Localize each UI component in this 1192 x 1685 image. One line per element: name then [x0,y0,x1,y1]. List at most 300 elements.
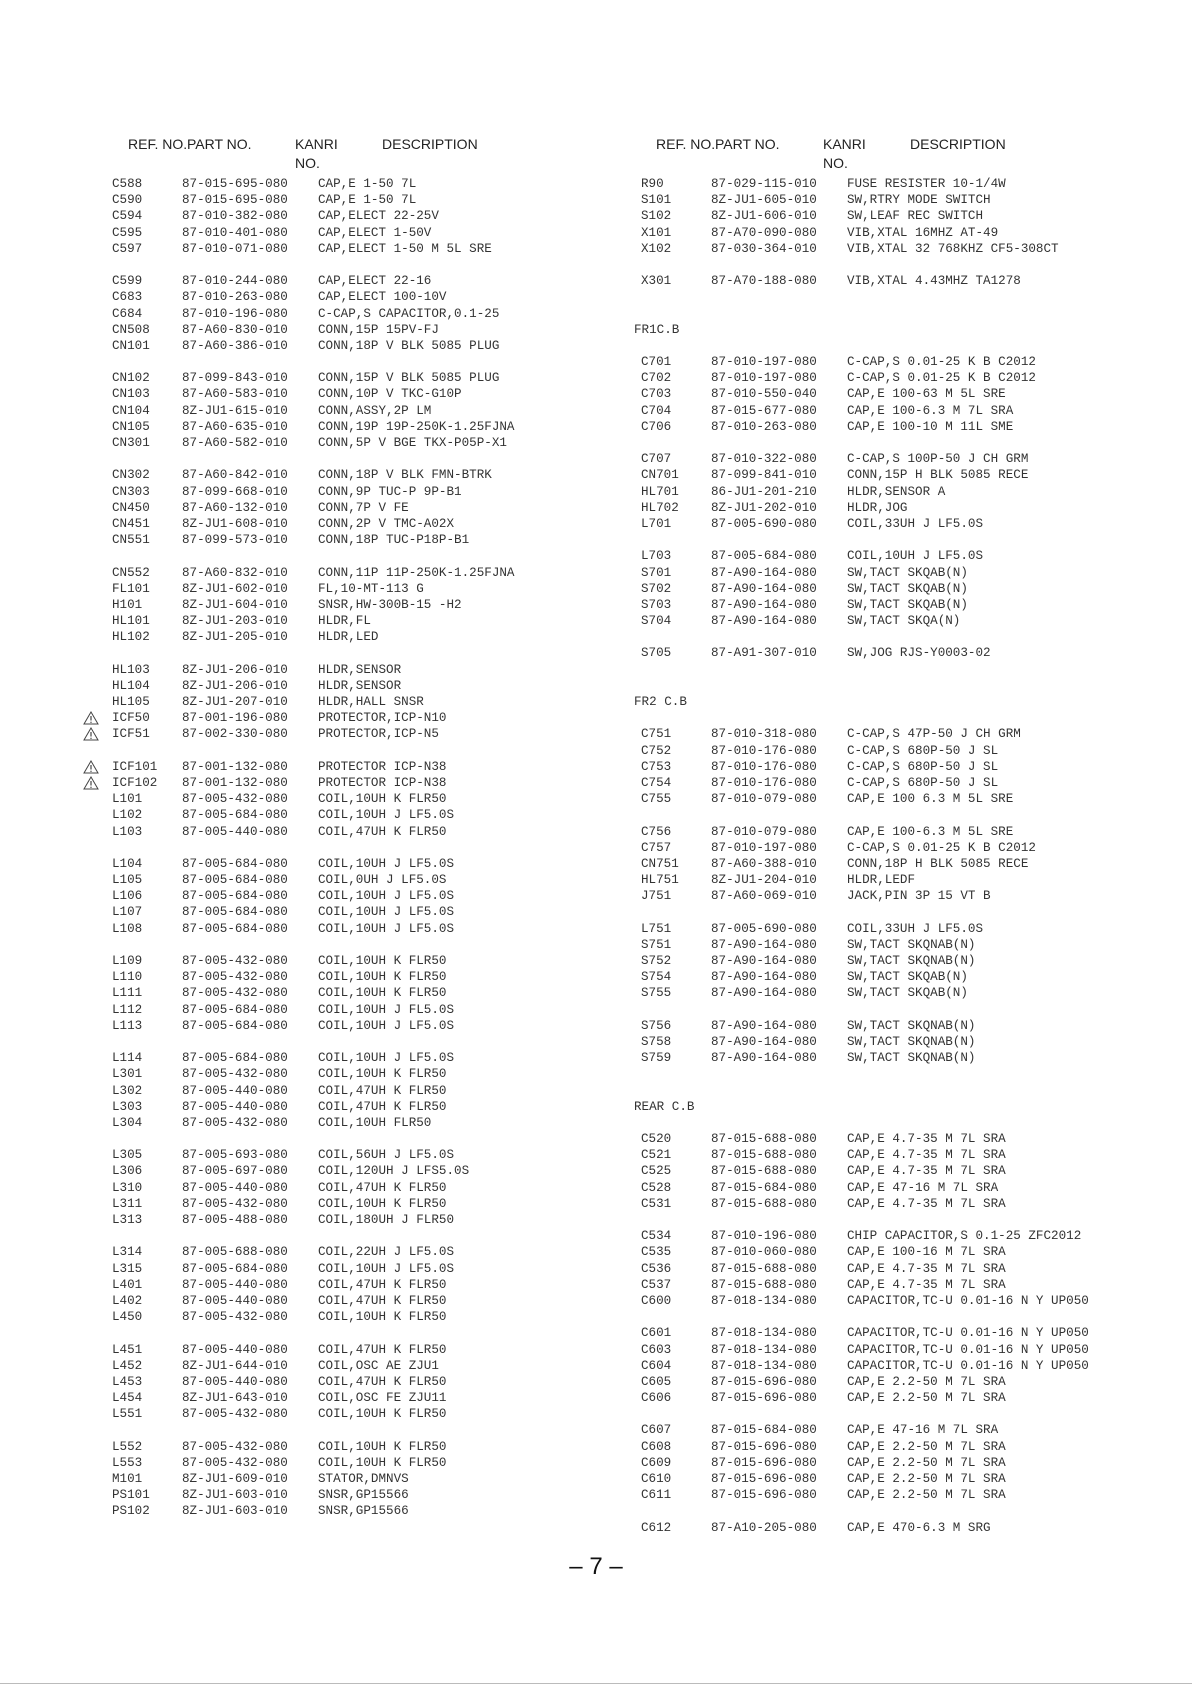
part-no-cell: 8Z-JU1-609-010 [182,1472,288,1486]
description-cell: PROTECTOR,ICP-N10 [318,711,447,726]
description-cell: STATOR,DMNVS [318,1472,409,1486]
blank-row [84,354,584,370]
parts-row [84,597,584,613]
ref-no-cell: L553 [112,1455,143,1470]
blank-row [84,1034,584,1050]
description-cell: CAP,ELECT 22-16 [318,274,432,289]
description-cell: COIL,10UH J FL5.0S [318,1002,455,1017]
description-cell: VIB,XTAL 32 768KHZ CF5-308CT [847,241,1059,256]
ref-no-cell: C525 [641,1164,672,1179]
parts-row [84,208,584,224]
parts-row [84,403,584,419]
parts-row [634,1358,1154,1374]
ref-no-cell: C701 [641,355,672,370]
ref-no-cell: C594 [112,209,143,224]
part-no-cell: 87-005-440-080 [182,1277,288,1292]
ref-no-cell: L104 [112,856,143,871]
parts-row [634,1439,1154,1455]
description-cell: CAP,E 100-16 M 7L SRA [847,1245,1006,1260]
parts-row [634,953,1154,969]
blank-row [634,662,1154,678]
parts-row [634,937,1154,953]
parts-row [84,581,584,597]
part-no-cell: 8Z-JU1-605-010 [711,193,817,208]
ref-no-cell: L303 [112,1099,143,1114]
ref-no-cell: S759 [641,1051,672,1066]
part-no-cell: 87-A91-307-010 [711,646,817,661]
description-cell: CONN,18P H BLK 5085 RECE [847,856,1029,871]
part-no-cell: 87-A60-582-010 [182,436,288,450]
description-cell: CAP,E 100-63 M 5L SRE [847,387,1006,402]
part-no-cell: 8Z-JU1-202-010 [711,500,817,515]
section-heading [634,322,1154,338]
parts-row [634,403,1154,419]
parts-row [84,565,584,581]
ref-no-cell: L113 [112,1018,143,1033]
parts-row [634,548,1154,564]
ref-no-cell: CN103 [112,387,150,402]
safety-warning-icon [83,711,99,725]
header-kanri-line1: KANRI [823,136,866,152]
description-cell: CAP,E 470-6.3 M SRG [847,1520,991,1535]
parts-row [634,1147,1154,1163]
part-no-cell: 87-015-688-080 [711,1277,817,1292]
ref-no-cell: C754 [641,775,672,790]
part-no-cell: 87-005-684-080 [182,873,288,888]
parts-row [84,1163,584,1179]
parts-row [634,1325,1154,1341]
description-cell: CAP,E 4.7-35 M 7L SRA [847,1132,1006,1147]
parts-row [84,532,584,548]
blank-row [84,1131,584,1147]
part-no-cell: 87-A90-164-080 [711,1018,817,1033]
blank-row [634,1066,1154,1082]
ref-no-cell: C605 [641,1374,672,1389]
parts-row [634,872,1154,888]
description-cell: PROTECTOR ICP-N38 [318,775,447,790]
parts-row [84,1406,584,1422]
part-no-cell: 87-015-695-080 [182,177,288,191]
parts-row [84,775,584,791]
parts-row [634,208,1154,224]
blank-row [634,904,1154,920]
blank-row [84,451,584,467]
part-no-cell: 87-010-197-080 [711,840,817,855]
ref-no-cell: PS101 [112,1488,150,1503]
ref-no-cell: C595 [112,225,143,240]
part-no-cell: 87-010-196-080 [711,1229,817,1244]
part-no-cell: 87-001-132-080 [182,759,288,774]
ref-no-cell: L551 [112,1407,143,1422]
description-cell: CAP,E 1-50 7L [318,177,417,191]
part-no-cell: 8Z-JU1-608-010 [182,516,288,531]
description-cell: COIL,47UH K FLR50 [318,1342,447,1357]
parts-row [634,1422,1154,1438]
part-no-cell: 87-099-573-010 [182,533,288,548]
part-no-cell: 87-005-690-080 [711,921,817,936]
blank-row [84,548,584,564]
ref-no-cell: C536 [641,1261,672,1276]
right-rows [634,176,1154,1536]
parts-row [634,969,1154,985]
parts-row [84,872,584,888]
parts-row [84,710,584,726]
description-cell: COIL,10UH K FLR50 [318,1196,447,1211]
ref-no-cell: X101 [641,225,672,240]
part-no-cell: 87-005-440-080 [182,1083,288,1098]
ref-no-cell: CN105 [112,419,150,434]
ref-no-cell: C535 [641,1245,672,1260]
part-no-cell: 87-A60-635-010 [182,419,288,434]
part-no-cell: 87-099-668-010 [182,484,288,499]
parts-row [634,419,1154,435]
ref-no-cell: S703 [641,597,672,612]
ref-no-cell: L454 [112,1391,143,1406]
ref-no-cell: L107 [112,905,143,920]
description-cell: CAP,ELECT 22-25V [318,209,439,224]
description-cell: C-CAP,S 680P-50 J SL [847,759,999,774]
description-cell: PROTECTOR,ICP-N5 [318,727,439,742]
parts-row [84,1018,584,1034]
description-cell: CAP,E 47-16 M 7L SRA [847,1423,999,1438]
blank-row [84,257,584,273]
part-no-cell: 87-010-322-080 [711,452,817,467]
ref-no-cell: S758 [641,1034,672,1049]
ref-no-cell: L114 [112,1051,143,1066]
description-cell: FUSE RESISTER 10-1/4W [847,177,1006,191]
part-no-cell: 87-010-197-080 [711,355,817,370]
part-no-cell: 87-005-440-080 [182,824,288,839]
description-cell: COIL,33UH J LF5.0S [847,921,984,936]
parts-row [634,856,1154,872]
ref-no-cell: L401 [112,1277,143,1292]
description-cell: COIL,10UH K FLR50 [318,1439,447,1454]
ref-no-cell: CN301 [112,436,150,450]
ref-no-cell: C684 [112,306,143,321]
ref-no-cell: C751 [641,727,672,742]
description-cell: CONN,2P V TMC-A02X [318,516,455,531]
header-kanri-line1: KANRI [295,136,338,152]
description-cell: COIL,10UH K FLR50 [318,1310,447,1325]
part-no-cell: 87-A90-164-080 [711,581,817,596]
parts-row [634,354,1154,370]
description-cell: HLDR,SENSOR [318,678,402,693]
part-no-cell: 8Z-JU1-615-010 [182,403,288,418]
description-cell: COIL,180UH J FLR50 [318,1213,455,1227]
parts-row [634,743,1154,759]
part-no-cell: 87-015-688-080 [711,1261,817,1276]
description-cell: COIL,47UH K FLR50 [318,1083,447,1098]
ref-no-cell: HL103 [112,662,150,677]
ref-no-cell: C608 [641,1439,672,1454]
description-cell: CAP,E 2.2-50 M 7L SRA [847,1455,1006,1470]
parts-row [84,1147,584,1163]
ref-no-cell: HL702 [641,500,679,515]
part-no-cell: 87-010-382-080 [182,209,288,224]
ref-no-cell: L452 [112,1358,143,1373]
parts-row [84,1277,584,1293]
parts-row [634,921,1154,937]
ref-no-cell: CN552 [112,565,150,580]
ref-no-cell: L306 [112,1164,143,1179]
ref-no-cell: C537 [641,1277,672,1292]
parts-row [634,565,1154,581]
parts-row [634,1277,1154,1293]
ref-no-cell: HL105 [112,695,150,709]
part-no-cell: 87-A60-388-010 [711,856,817,871]
description-cell: HLDR,SENSOR [318,662,402,677]
description-cell: CAP,ELECT 1-50V [318,225,432,240]
part-no-cell: 87-A90-164-080 [711,970,817,985]
part-no-cell: 87-005-684-080 [182,1018,288,1033]
parts-row [634,985,1154,1001]
ref-no-cell: CN508 [112,322,150,337]
part-no-cell: 87-005-684-080 [182,808,288,823]
description-cell: CONN,11P 11P-250K-1.25FJNA [318,565,515,580]
parts-row [634,1228,1154,1244]
ref-no-cell: FL101 [112,581,150,596]
ref-no-cell: S755 [641,986,672,1001]
ref-no-cell: HL101 [112,614,150,629]
parts-row [634,1131,1154,1147]
part-no-cell: 8Z-JU1-606-010 [711,209,817,224]
description-cell: SNSR,HW-300B-15 -H2 [318,597,462,612]
description-cell: CONN,15P H BLK 5085 RECE [847,468,1029,483]
ref-no-cell: CN101 [112,338,150,353]
part-no-cell: 8Z-JU1-602-010 [182,581,288,596]
parts-row [84,338,584,354]
parts-row [84,1455,584,1471]
ref-no-cell: C611 [641,1488,672,1503]
description-cell: CAPACITOR,TC-U 0.01-16 N Y UP050 [847,1342,1089,1357]
description-cell: CONN,19P 19P-250K-1.25FJNA [318,419,515,434]
ref-no-cell: L302 [112,1083,143,1098]
part-no-cell: 87-015-696-080 [711,1391,817,1406]
parts-row [84,1471,584,1487]
ref-no-cell: C752 [641,743,672,758]
part-no-cell: 87-015-684-080 [711,1180,817,1195]
ref-no-cell: C588 [112,177,143,191]
ref-no-cell: L315 [112,1261,143,1276]
parts-row [84,1309,584,1325]
ref-no-cell: C756 [641,824,672,839]
blank-row [634,678,1154,694]
ref-no-cell: L103 [112,824,143,839]
ref-no-cell: L314 [112,1245,143,1260]
parts-row [634,500,1154,516]
ref-no-cell: CN104 [112,403,150,418]
blank-row [634,306,1154,322]
ref-no-cell: R90 [641,177,664,191]
ref-no-cell: L111 [112,986,143,1001]
page-number: – 7 – [569,1553,623,1580]
ref-no-cell: C703 [641,387,672,402]
part-no-cell: 87-001-132-080 [182,775,288,790]
part-no-cell: 8Z-JU1-207-010 [182,695,288,709]
description-cell: CAP,E 1-50 7L [318,193,417,208]
part-no-cell: 8Z-JU1-203-010 [182,614,288,629]
part-no-cell: 87-A70-090-080 [711,225,817,240]
description-cell: COIL,10UH J LF5.0S [318,1051,455,1066]
description-cell: CONN,5P V BGE TKX-P05P-X1 [318,436,507,450]
part-no-cell: 87-010-071-080 [182,241,288,256]
parts-row [634,1261,1154,1277]
header-kanri-line2: NO. [295,155,320,171]
parts-row [84,500,584,516]
description-cell: COIL,10UH J LF5.0S [318,1018,455,1033]
description-cell: CAP,ELECT 100-10V [318,290,447,305]
section-heading [634,694,1154,710]
part-no-cell: 87-005-432-080 [182,986,288,1001]
header-kanri-no [295,135,338,173]
left-rows [84,176,584,1520]
parts-row [84,953,584,969]
description-cell: COIL,10UH J LF5.0S [318,921,455,936]
section-heading [634,1099,1154,1115]
ref-no-cell: CN450 [112,500,150,515]
description-cell: COIL,33UH J LF5.0S [847,516,984,531]
blank-row [84,743,584,759]
part-no-cell: 87-A60-069-010 [711,889,817,904]
part-no-cell: 87-005-432-080 [182,1407,288,1422]
ref-no-cell: L402 [112,1293,143,1308]
ref-no-cell: L552 [112,1439,143,1454]
part-no-cell: 87-A10-205-080 [711,1520,817,1535]
description-cell: CAP,E 47-16 M 7L SRA [847,1180,999,1195]
description-cell: SNSR,GP15566 [318,1488,409,1503]
blank-row [84,1325,584,1341]
part-no-cell: 87-015-696-080 [711,1455,817,1470]
description-cell: C-CAP,S 0.01-25 K B C2012 [847,840,1036,855]
description-cell: CONN,10P V TKC-G10P [318,387,462,402]
description-cell: CAPACITOR,TC-U 0.01-16 N Y UP050 [847,1293,1089,1308]
description-cell: SNSR,GP15566 [318,1504,409,1519]
blank-row [634,1115,1154,1131]
ref-no-cell: L110 [112,970,143,985]
part-no-cell: 87-A70-188-080 [711,274,817,289]
ref-no-cell: S702 [641,581,672,596]
description-cell: CONN,18P TUC-P18P-B1 [318,533,470,548]
page-bottom-edge [0,1683,1192,1684]
blank-row [84,840,584,856]
part-no-cell: 87-001-196-080 [182,711,288,726]
description-cell: COIL,47UH K FLR50 [318,1277,447,1292]
part-no-cell: 8Z-JU1-206-010 [182,662,288,677]
parts-row [634,888,1154,904]
ref-no-cell: C707 [641,452,672,467]
description-cell: PROTECTOR ICP-N38 [318,759,447,774]
ref-no-cell: C597 [112,241,143,256]
part-no-cell: 87-010-196-080 [182,306,288,321]
description-cell: CAP,E 4.7-35 M 7L SRA [847,1148,1006,1163]
part-no-cell: 87-005-684-080 [182,856,288,871]
part-no-cell: 87-018-134-080 [711,1358,817,1373]
description-cell: HLDR,HALL SNSR [318,695,424,709]
parts-row [634,370,1154,386]
description-cell: CAPACITOR,TC-U 0.01-16 N Y UP050 [847,1326,1089,1341]
parts-row [84,1115,584,1131]
ref-no-cell: CN102 [112,371,150,386]
description-cell: CAP,E 100 6.3 M 5L SRE [847,792,1014,807]
description-cell: COIL,10UH J LF5.0S [847,549,984,564]
part-no-cell: 87-010-079-080 [711,824,817,839]
description-cell: COIL,10UH FLR50 [318,1115,432,1130]
part-no-cell: 87-005-432-080 [182,1455,288,1470]
parts-row [634,192,1154,208]
description-cell: SW,TACT SKQNAB(N) [847,1034,976,1049]
part-no-cell: 87-010-263-080 [182,290,288,305]
part-no-cell: 87-015-696-080 [711,1374,817,1389]
part-no-cell: 87-005-684-080 [182,921,288,936]
part-no-cell: 87-A90-164-080 [711,954,817,968]
part-no-cell: 87-010-079-080 [711,792,817,807]
description-cell: COIL,120UH J LFS5.0S [318,1164,470,1179]
part-no-cell: 87-015-688-080 [711,1148,817,1163]
description-cell: SW,TACT SKQNAB(N) [847,1051,976,1066]
ref-no-cell: S756 [641,1018,672,1033]
ref-no-cell: C755 [641,792,672,807]
ref-no-cell: HL701 [641,484,679,499]
section-title: FR1C.B [634,322,680,337]
part-no-cell: 87-A60-832-010 [182,565,288,580]
part-no-cell: 87-A90-164-080 [711,565,817,580]
parts-row [84,176,584,192]
part-no-cell: 87-005-684-080 [711,549,817,564]
parts-row [84,613,584,629]
part-no-cell: 87-099-841-010 [711,468,817,483]
ref-no-cell: L450 [112,1310,143,1325]
ref-no-cell: CN451 [112,516,150,531]
description-cell: CAP,ELECT 1-50 M 5L SRE [318,241,492,256]
description-cell: SW,TACT SKQAB(N) [847,970,968,985]
ref-no-cell: C528 [641,1180,672,1195]
description-cell: CAP,E 100-6.3 M 5L SRE [847,824,1014,839]
part-no-cell: 87-099-843-010 [182,371,288,386]
parts-row [84,662,584,678]
parts-row [84,225,584,241]
description-cell: COIL,22UH J LF5.0S [318,1245,455,1260]
description-cell: SW,TACT SKQNAB(N) [847,1018,976,1033]
description-cell: SW,RTRY MODE SWITCH [847,193,991,208]
description-cell: SW,TACT SKQA(N) [847,614,961,629]
ref-no-cell: ICF50 [112,711,150,726]
part-no-cell: 87-015-688-080 [711,1164,817,1179]
part-no-cell: 87-010-060-080 [711,1245,817,1260]
description-cell: VIB,XTAL 16MHZ AT-49 [847,225,999,240]
part-no-cell: 87-015-696-080 [711,1488,817,1503]
blank-row [84,1422,584,1438]
part-no-cell: 8Z-JU1-644-010 [182,1358,288,1373]
parts-row [634,241,1154,257]
part-no-cell: 87-010-176-080 [711,743,817,758]
part-no-cell: 87-A60-386-010 [182,338,288,353]
parts-row [634,726,1154,742]
part-no-cell: 87-018-134-080 [711,1342,817,1357]
parts-row [634,273,1154,289]
part-no-cell: 87-005-684-080 [182,905,288,920]
description-cell: COIL,47UH K FLR50 [318,824,447,839]
description-cell: COIL,10UH K FLR50 [318,1407,447,1422]
ref-no-cell: S704 [641,614,672,629]
parts-row [84,694,584,710]
ref-no-cell: L112 [112,1002,143,1017]
description-cell: COIL,10UH J LF5.0S [318,889,455,904]
parts-row [634,484,1154,500]
description-cell: CAP,E 4.7-35 M 7L SRA [847,1196,1006,1211]
description-cell: CAP,E 100-6.3 M 7L SRA [847,403,1014,418]
parts-row [84,1293,584,1309]
ref-no-cell: C600 [641,1293,672,1308]
